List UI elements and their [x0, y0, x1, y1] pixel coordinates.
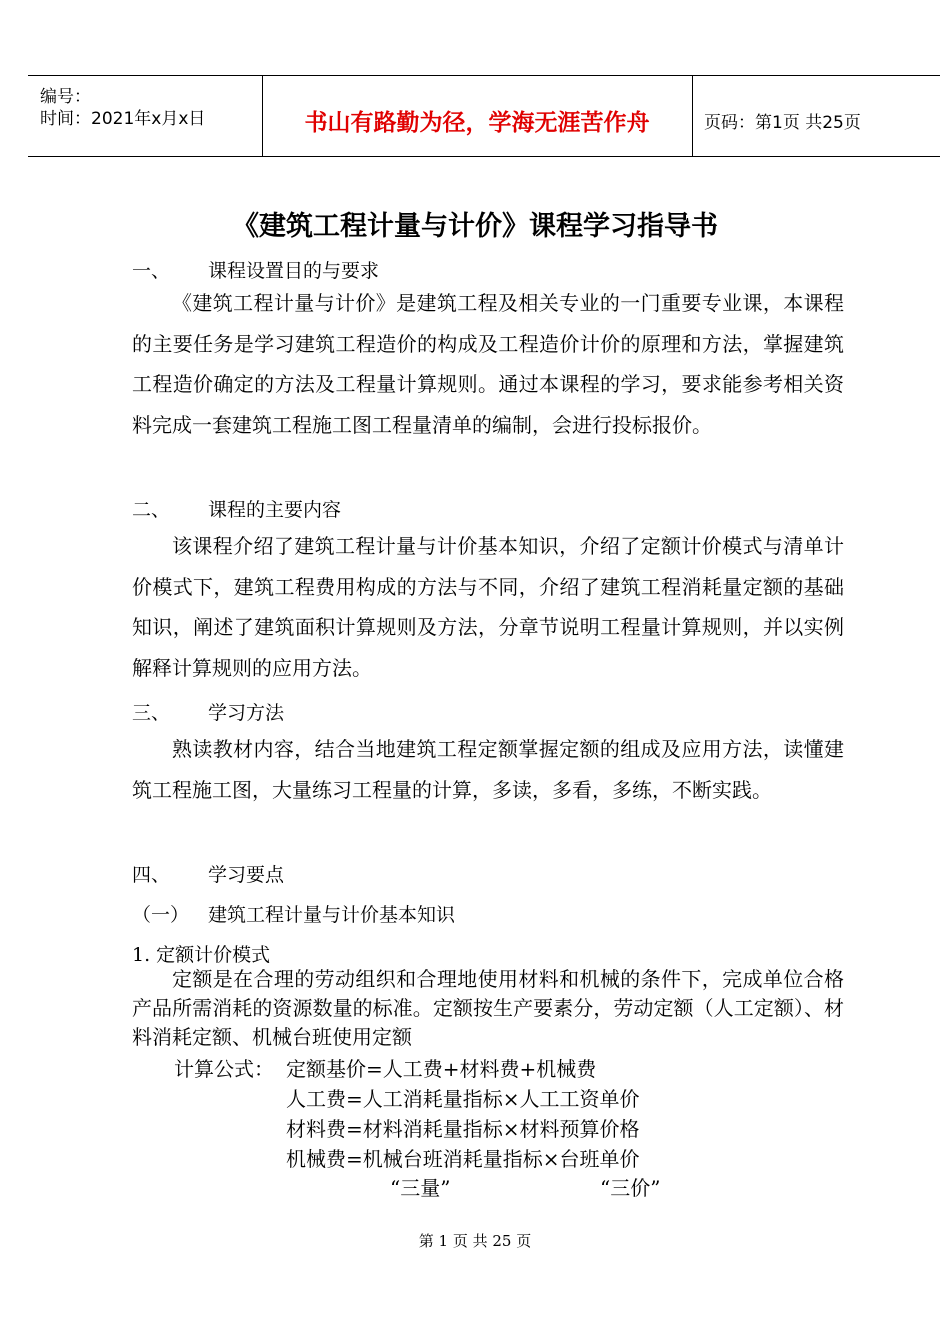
formula-line: 材料费=材料消耗量指标×材料预算价格 — [286, 1117, 640, 1141]
section-heading — [132, 860, 284, 887]
section-heading — [132, 495, 341, 522]
time-label: 时间：2021年x月x日 — [40, 109, 206, 129]
subsection-heading — [132, 900, 455, 927]
section-number: 四、 — [132, 864, 171, 886]
section-paragraph: 该课程介绍了建筑工程计量与计价基本知识，介绍了定额计价模式与清单计价模式下，建筑工程费用构成的方法与不同，介绍了建筑工程消耗量定额的基础知识，阐述了建筑面积计算规则及方法，分章节说明工程量计算规则，并以实例解释计算规则的应用方法。 — [132, 534, 844, 681]
section-paragraph: 《建筑工程计量与计价》是建筑工程及相关专业的一门重要专业课，本课程的主要任务是学习建筑工程造价的构成及工程造价计价的原理和方法，掌握建筑工程造价确定的方法及工程量计算规则。通过本课程的学习，要求能参考相关资料完成一套建筑工程施工图工程量清单的编制，会进行投标报价。 — [132, 291, 844, 438]
section-title: 课程设置目的与要求 — [208, 260, 380, 282]
item-paragraph: 定额是在合理的劳动组织和合理地使用材料和机械的条件下，完成单位合格产品所需消耗的资源数量的标准。定额按生产要素分，劳动定额（人工定额）、材料消耗定额、机械台班使用定额 — [132, 967, 844, 1049]
number-label: 编号： — [40, 87, 91, 107]
section-paragraph: 熟读教材内容，结合当地建筑工程定额掌握定额的组成及应用方法，读懂建筑工程施工图，大量练习工程量的计算，多读，多看，多练，不断实践。 — [132, 737, 844, 802]
formula-note-quantities: “三量” — [390, 1176, 451, 1200]
header-top-rule — [28, 75, 940, 76]
section-title: 学习要点 — [208, 864, 285, 886]
item-heading: 1. 定额计价模式 — [132, 944, 271, 966]
formula-line: 定额基价=人工费+材料费+机械费 — [286, 1057, 597, 1081]
formula-note-prices: “三价” — [600, 1176, 661, 1200]
section-number: 二、 — [132, 499, 171, 521]
formula-line: 机械费=机械台班消耗量指标×台班单价 — [286, 1147, 640, 1171]
formula-line: 人工费=人工消耗量指标×人工工资单价 — [286, 1087, 640, 1111]
page-info: 页码：第1页 共25页 — [704, 113, 861, 133]
formula-label: 计算公式： — [174, 1057, 274, 1081]
section-number: 一、 — [132, 260, 171, 282]
page-footer: 第 1 页 共 25 页 — [418, 1232, 532, 1250]
document-title: 《建筑工程计量与计价》课程学习指导书 — [232, 211, 718, 242]
subsection-title: 建筑工程计量与计价基本知识 — [208, 904, 456, 926]
header-bottom-rule — [28, 156, 940, 157]
section-title: 课程的主要内容 — [208, 499, 342, 521]
header-divider-right — [692, 75, 693, 157]
subsection-number: （一） — [132, 904, 190, 926]
section-title: 学习方法 — [208, 702, 285, 724]
section-heading — [132, 256, 379, 283]
section-number: 三、 — [132, 702, 171, 724]
motto: 书山有路勤为径，学海无涯苦作舟 — [304, 110, 650, 136]
section-heading — [132, 698, 284, 725]
